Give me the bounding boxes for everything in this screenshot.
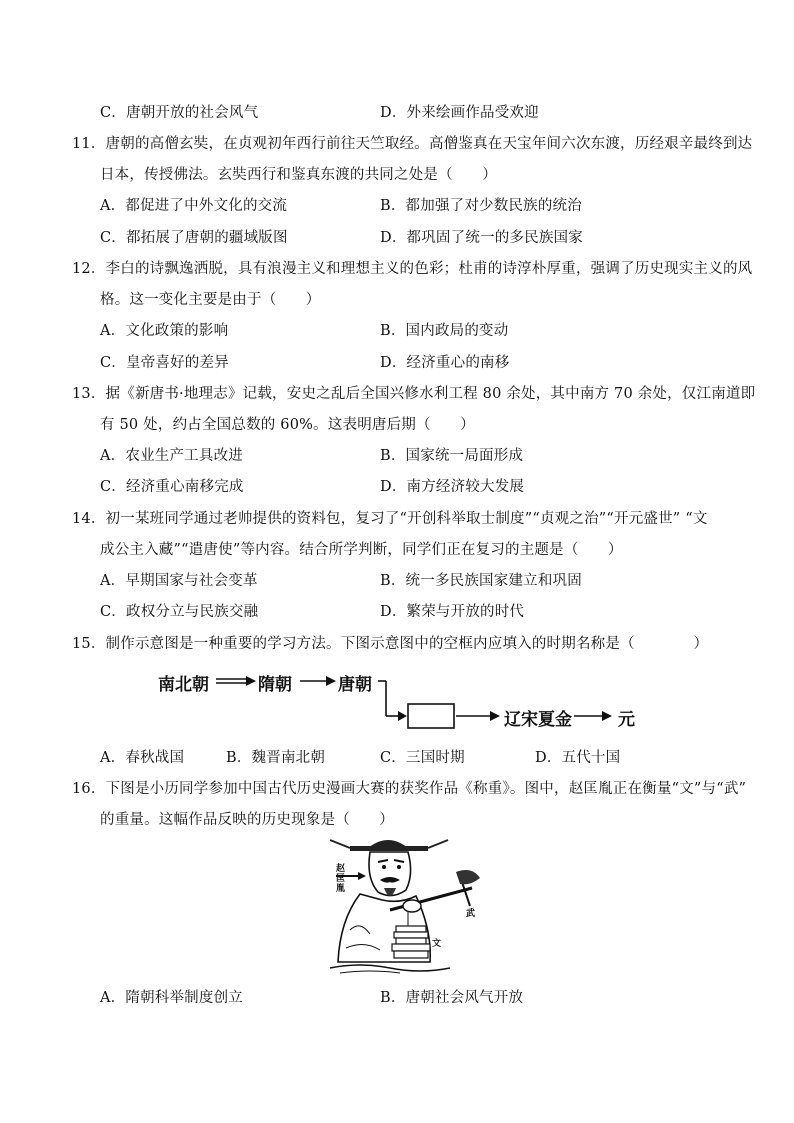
q10-option-d: D．外来绘画作品受欢迎 [380, 105, 539, 121]
q11-stem-line2: 日本，传授佛法。玄奘西行和鉴真东渡的共同之处是（ ） [100, 167, 497, 183]
q14-option-b: B．统一多民族国家建立和巩固 [380, 573, 582, 589]
period-flow-diagram [150, 670, 670, 740]
q12-stem-line1: 12．李白的诗飘逸洒脱，具有浪漫主义和理想主义的色彩；杜甫的诗淳朴厚重，强调了历史现实主义的风 [72, 261, 753, 277]
q12-stem-line2: 格。这一变化主要是由于（ ） [100, 292, 321, 308]
q13-option-c: C．经济重心南移完成 [100, 479, 244, 495]
q14-option-c: C．政权分立与民族交融 [100, 604, 259, 620]
q13-option-b: B．国家统一局面形成 [380, 448, 524, 464]
node-suichao: 隋朝 [258, 675, 292, 695]
q11-option-c: C．都拓展了唐朝的疆域版图 [100, 230, 288, 246]
node-liaosongxiajin: 辽宋夏金 [504, 710, 572, 730]
q15-option-c: C．三国时期 [380, 750, 465, 766]
q16-stem-line1: 16．下图是小历同学参加中国古代历史漫画大赛的获奖作品《称重》。图中，赵匡胤正在衡量“文”与“武” [72, 781, 747, 797]
q13-stem-line1: 13．据《新唐书·地理志》记载，安史之乱后全国兴修水利工程 80 余处，其中南方 70 余处，仅江南道即 [72, 386, 756, 402]
q11-option-d: D．都巩固了统一的多民族国家 [380, 230, 583, 246]
q16-stem-line2: 的重量。这幅作品反映的历史现象是（ ） [100, 812, 394, 828]
weighing-cartoon [320, 830, 490, 975]
q12-option-b: B．国内政局的变动 [380, 323, 509, 339]
q11-option-a: A．都促进了中外文化的交流 [100, 198, 288, 214]
cartoon-drawing [320, 830, 490, 975]
label-zhao-kuangyin: 赵匡胤 [336, 864, 346, 894]
q14-stem-line1: 14．初一某班同学通过老帅提供的资料包，复习了“开创科举取士制度”“贞观之治”“开元盛世” “文 [72, 511, 708, 527]
q14-option-a: A．早期国家与社会变革 [100, 573, 258, 589]
q16-option-a: A．隋朝科举制度创立 [100, 990, 243, 1006]
q15-option-d: D．五代十国 [535, 750, 621, 766]
q15-option-b: B．魏晋南北朝 [226, 750, 326, 766]
node-nanbeichao: 南北朝 [158, 675, 209, 695]
q13-option-a: A．农业生产工具改进 [100, 448, 243, 464]
q14-option-d: D．繁荣与开放的时代 [380, 604, 525, 620]
q15-stem-line1: 15．制作示意图是一种重要的学习方法。下图示意图中的空框内应填入的时期名称是（ ） [72, 636, 709, 652]
q16-option-b: B．唐朝社会风气开放 [380, 990, 524, 1006]
q12-option-c: C．皇帝喜好的差异 [100, 355, 229, 371]
label-wen: 文 [432, 939, 442, 949]
node-yuan: 元 [618, 710, 635, 730]
node-tangchao: 唐朝 [338, 675, 372, 695]
q12-option-d: D．经济重心的南移 [380, 355, 510, 371]
q11-stem-line1: 11．唐朝的高僧玄奘，在贞观初年西行前往天竺取经。高僧鉴真在天宝年间六次东渡，历经艰辛最终到达 [72, 136, 753, 152]
blank-period-box [408, 704, 454, 728]
diagram-arrows [150, 670, 670, 740]
q11-option-b: B．都加强了对少数民族的统治 [380, 198, 582, 214]
q15-option-a: A．春秋战国 [100, 750, 185, 766]
q12-option-a: A．文化政策的影响 [100, 323, 229, 339]
q13-option-d: D．南方经济较大发展 [380, 479, 525, 495]
q10-option-c: C．唐朝开放的社会风气 [100, 105, 259, 121]
label-wu: 武 [466, 909, 476, 919]
q14-stem-line2: 成公主入藏”“遣唐使”等内容。结合所学判断，同学们正在复习的主题是（ ） [100, 542, 623, 558]
q13-stem-line2: 有 50 处，约占全国总数的 60%。这表明唐后期（ ） [100, 417, 475, 433]
